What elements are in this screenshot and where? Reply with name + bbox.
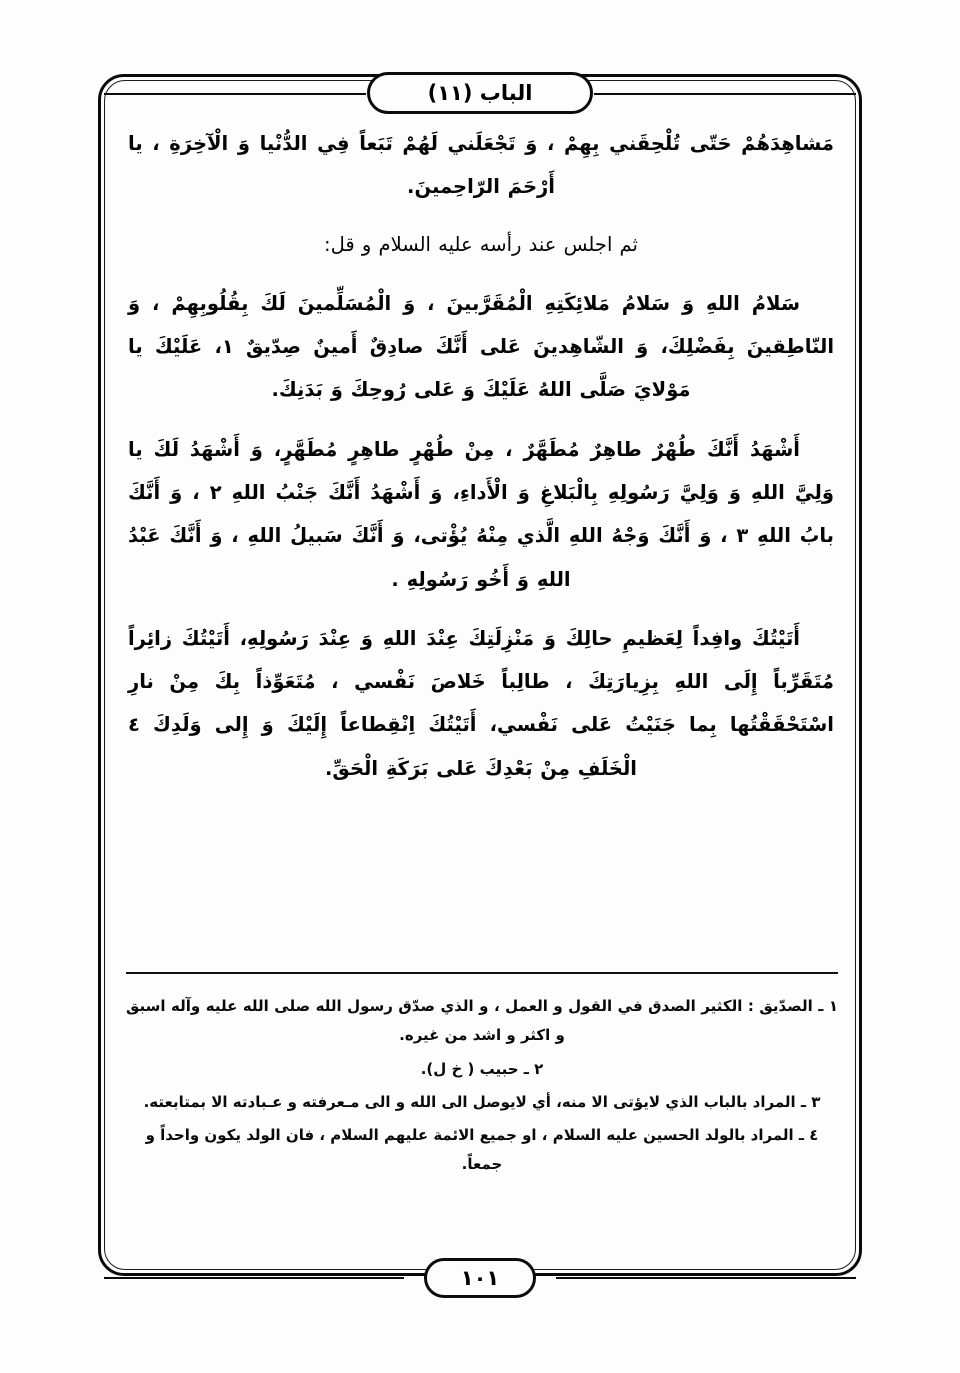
paragraph-salutation: سَلامُ اللهِ وَ سَلامُ مَلائِكَتِهِ الْمُقَرَّبينَ ، وَ الْمُسَلِّمينَ لَكَ بِقُلُوبِهِمْ ، وَ النّاطِقينَ بِفَضْلِكَ، وَ الشّاهِدينَ عَلى أَنَّكَ صادِقٌ أَمينٌ صِدّيقٌ ١، عَلَيْكَ يا مَوْلايَ صَلَّى اللهُ عَلَيْكَ وَ عَلى رُوحِكَ وَ بَدَنِكَ. bbox=[128, 291, 835, 402]
chapter-heading-label: الباب (١١) bbox=[427, 81, 533, 105]
footnote-item: ٣ ـ المراد بالباب الذي لايؤتى الا منه، أي لايوصل الى الله و الى مـعرفته و عـبادته الا بمتابعته. bbox=[143, 1092, 821, 1111]
page-number-cartouche bbox=[424, 1258, 536, 1298]
paragraph-supplication: أَتَيْتُكَ وافِداً لِعَظيمِ حالِكَ وَ مَنْزِلَتِكَ عِنْدَ اللهِ وَ عِنْدَ رَسُولِهِ، أَتَيْتُكَ زائِراً مُتَقَرِّباً إِلَى اللهِ بِزِيارَتِكَ ، طالِباً خَلاصَ نَفْسي ، مُتَعَوِّذاً بِكَ مِنْ نارِ اسْتَحْقَقْتُها بِما جَنَيْتُ عَلى نَفْسي، أَتَيْتُكَ اِنْقِطاعاً إِلَيْكَ وَ إِلى وَلَدِكَ ٤ الْخَلَفِ مِنْ بَعْدِكَ عَلى بَرَكَةِ الْحَقِّ. bbox=[128, 626, 834, 780]
footnote-separator bbox=[126, 972, 838, 974]
paragraph-continuation: مَشاهِدَهُمْ حَتّى تُلْحِقَني بِهِمْ ، وَ تَجْعَلَني لَهُمْ تَبَعاً فِي الدُّنْيا وَ الْآخِرَةِ ، يا أَرْحَمَ الرّاحِمينَ. bbox=[128, 132, 834, 199]
chapter-heading-cartouche bbox=[367, 72, 593, 114]
footnote-item: ٤ ـ المراد بالولد الحسين عليه السلام ، او جميع الائمة عليهم السلام ، فان الولد يكون واحداً و جمعاً. bbox=[145, 1126, 819, 1174]
footer-rule-right bbox=[556, 1277, 856, 1279]
footnote-item: ٢ ـ حبيب ( خ ل). bbox=[420, 1059, 544, 1078]
body-text-column bbox=[128, 122, 834, 796]
footer-rule-left bbox=[104, 1277, 404, 1279]
footnote-block bbox=[126, 992, 838, 1184]
footnote-item: ١ ـ الصدّيق : الكثير الصدق في القول و العمل ، و الذي صدّق رسول الله صلى الله عليه وآله اسبق و اكثر و اشد من غيره. bbox=[126, 997, 838, 1045]
page-number-label: ١٠١ bbox=[460, 1266, 500, 1290]
paragraph-instruction: ثم اجلس عند رأسه عليه السلام و قل: bbox=[324, 232, 638, 256]
paragraph-testimony: أَشْهَدُ أَنَّكَ طُهْرٌ طاهِرٌ مُطَهَّرٌ ، مِنْ طُهْرٍ طاهِرٍ مُطَهَّرٍ، وَ أَشْهَدُ لَكَ يا وَلِيَّ اللهِ وَ وَلِيَّ رَسُولِهِ بِالْبَلاغِ وَ الْأَداءِ، وَ أَشْهَدُ أَنَّكَ جَنْبُ اللهِ ٢ ، وَ أَنَّكَ بابُ اللهِ ٣ ، وَ أَنَّكَ وَجْهُ اللهِ الَّذي مِنْهُ يُؤْتى، وَ أَنَّكَ سَبيلُ اللهِ ، وَ أَنَّكَ عَبْدُ اللهِ وَ أَخُو رَسُولِهِ . bbox=[128, 437, 834, 591]
header-rule-left bbox=[104, 93, 366, 95]
header-rule-right bbox=[594, 93, 856, 95]
